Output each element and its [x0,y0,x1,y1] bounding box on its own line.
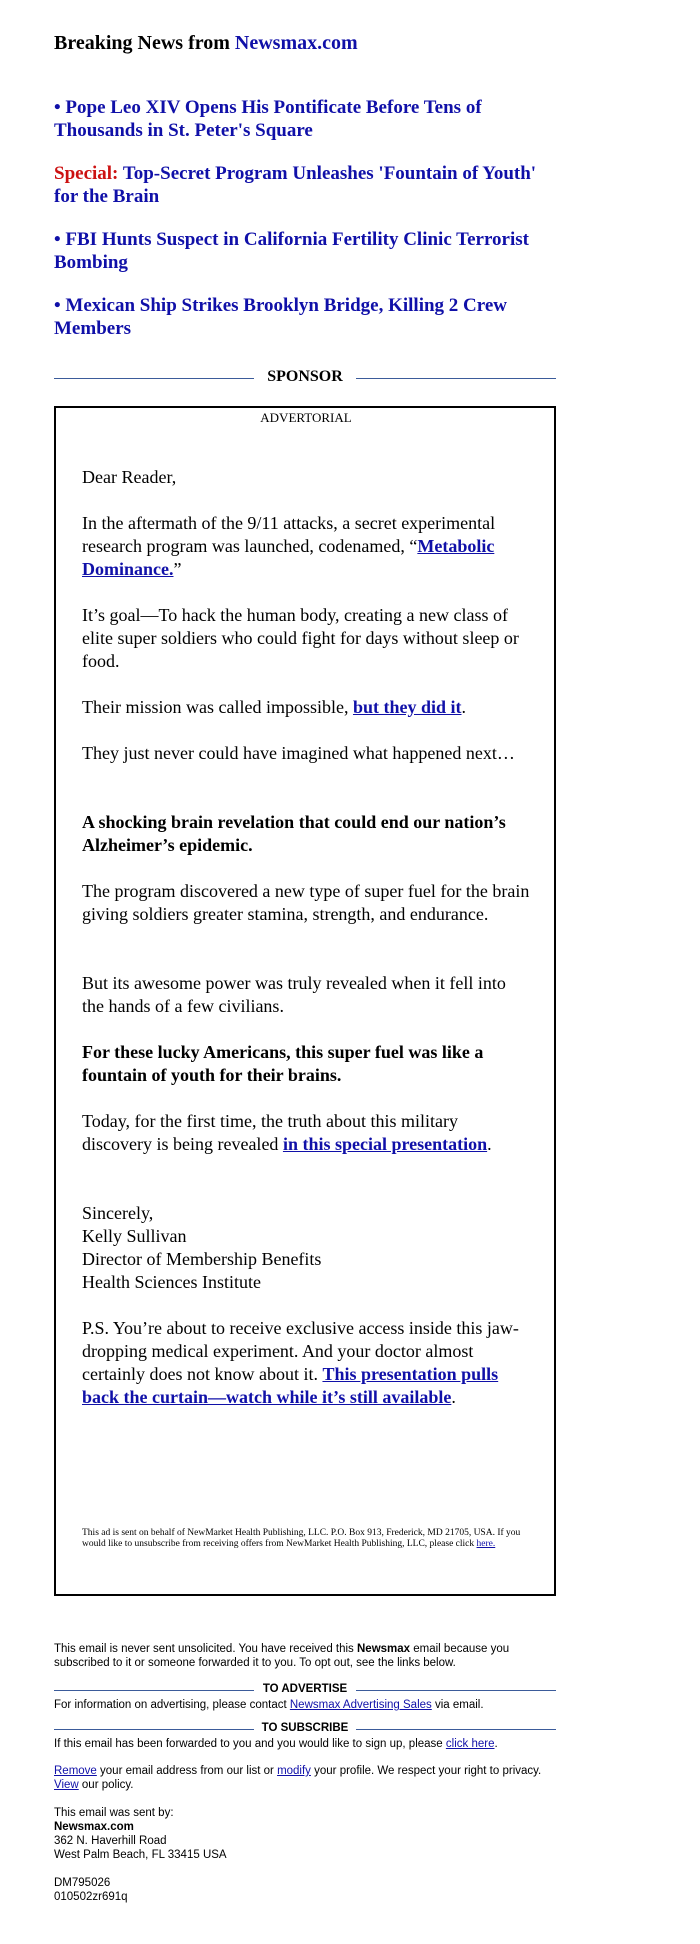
divider-line [356,1729,556,1730]
privacy-info: Remove your email address from our list or modify your profile. We respect your right to privacy. View our policy. [54,1765,542,1791]
bullet: • [54,97,61,118]
ad-bold-paragraph: A shocking brain revelation that could end our nation’s Alzheimer’s epidemic. [82,812,506,855]
ad-paragraph: It’s goal—To hack the human body, creating a new class of elite super soldiers who could fight for days without sleep or food. [82,605,519,671]
subscribe-info: If this email has been forwarded to you and you would like to sign up, please click here. [54,1738,498,1750]
sponsor-divider [54,368,556,388]
signup-link[interactable]: click here [445,1738,495,1750]
special-label: Special: [54,163,119,184]
special-headline-link[interactable] [54,162,556,208]
bullet: • [54,295,61,316]
modify-profile-link[interactable]: modify [277,1765,311,1777]
unsubscribe-ad-link[interactable]: here. [476,1539,496,1549]
ad-greeting: Dear Reader, [82,467,177,487]
brand-name: Newsmax.com [234,32,358,54]
headline-text[interactable]: Mexican Ship Strikes Brooklyn Bridge, Killing 2 Crew Members [54,295,508,339]
advertise-info: For information on advertising, please contact Newsmax Advertising Sales via email. [54,1699,484,1711]
newsletter-header [54,32,358,55]
advertise-divider [54,1683,556,1697]
view-policy-link[interactable]: View [54,1779,79,1791]
headline-link[interactable] [54,228,556,274]
sender-info: This email was sent by: Newsmax.com 362 N. Haverhill Road West Palm Beach, FL 33415 USA [54,1807,227,1861]
advertorial-box [54,406,556,1596]
divider-line [356,378,556,379]
advertorial-label: ADVERTORIAL [260,410,352,425]
tracking-codes: DM795026 010502zr691q [54,1877,128,1903]
ad-disclaimer: This ad is sent on behalf of NewMarket Health Publishing, LLC. P.O. Box 913, Frederick, MD 21705, USA. If you would like to unsubscribe from receiving offers from NewMarket Health Publishing, LLC, please click here. [82,1528,521,1549]
advertise-label: TO ADVERTISE [262,1683,348,1695]
header-prefix: Breaking News from [54,32,230,54]
metabolic-dominance-link[interactable]: Metabolic Dominance. [82,536,495,579]
footer-notice: This email is never sent unsolicited. You have received this Newsmax email because you subscribed to it or someone forwarded it to you. To opt out, see the links below. [54,1643,510,1669]
headline-link[interactable] [54,96,556,142]
headline-link[interactable] [54,294,556,340]
advertising-sales-link[interactable]: Newsmax Advertising Sales [289,1699,432,1711]
ad-paragraph: Their mission was called impossible, but they did it. [82,697,466,717]
ad-paragraph: The program discovered a new type of super fuel for the brain giving soldiers greater stamina, strength, and endurance. [82,881,530,924]
ad-paragraph: Today, for the first time, the truth about this military discovery is being revealed in this special presentation. [82,1111,492,1154]
headline-text[interactable]: Top-Secret Program Unleashes 'Fountain of Youth' for the Brain [54,163,537,207]
ad-bold-paragraph: For these lucky Americans, this super fuel was like a fountain of youth for their brains. [82,1042,484,1085]
special-presentation-link[interactable]: in this special presentation [282,1134,488,1154]
bullet: • [54,229,61,250]
ad-postscript: P.S. You’re about to receive exclusive access inside this jaw-dropping medical experiment. And your doctor almost certainly does not know about it. This presentation pulls back the curtain—watch while it’s still available. [82,1318,519,1407]
ad-paragraph: They just never could have imagined what happened next… [82,743,515,763]
headline-text[interactable]: Pope Leo XIV Opens His Pontificate Before Tens of Thousands in St. Peter's Square [54,97,482,141]
remove-link[interactable]: Remove [54,1765,97,1777]
subscribe-label: TO SUBSCRIBE [261,1722,349,1734]
headline-text[interactable]: FBI Hunts Suspect in California Fertility Clinic Terrorist Bombing [54,229,529,273]
ad-signature: Sincerely, Kelly Sullivan Director of Membership Benefits Health Sciences Institute [82,1203,322,1292]
divider-line [356,1690,556,1691]
but-they-did-it-link[interactable]: but they did it [352,697,462,717]
ad-paragraph: In the aftermath of the 9/11 attacks, a secret experimental research program was launched, codenamed, “Metabolic Dominance.” [82,513,496,579]
subscribe-divider [54,1722,556,1736]
ad-paragraph: But its awesome power was truly revealed when it fell into the hands of a few civilians. [82,973,506,1016]
presentation-link[interactable]: This presentation pulls back the curtain—watch while it’s still available [82,1364,499,1407]
sponsor-label: SPONSOR [267,368,343,385]
